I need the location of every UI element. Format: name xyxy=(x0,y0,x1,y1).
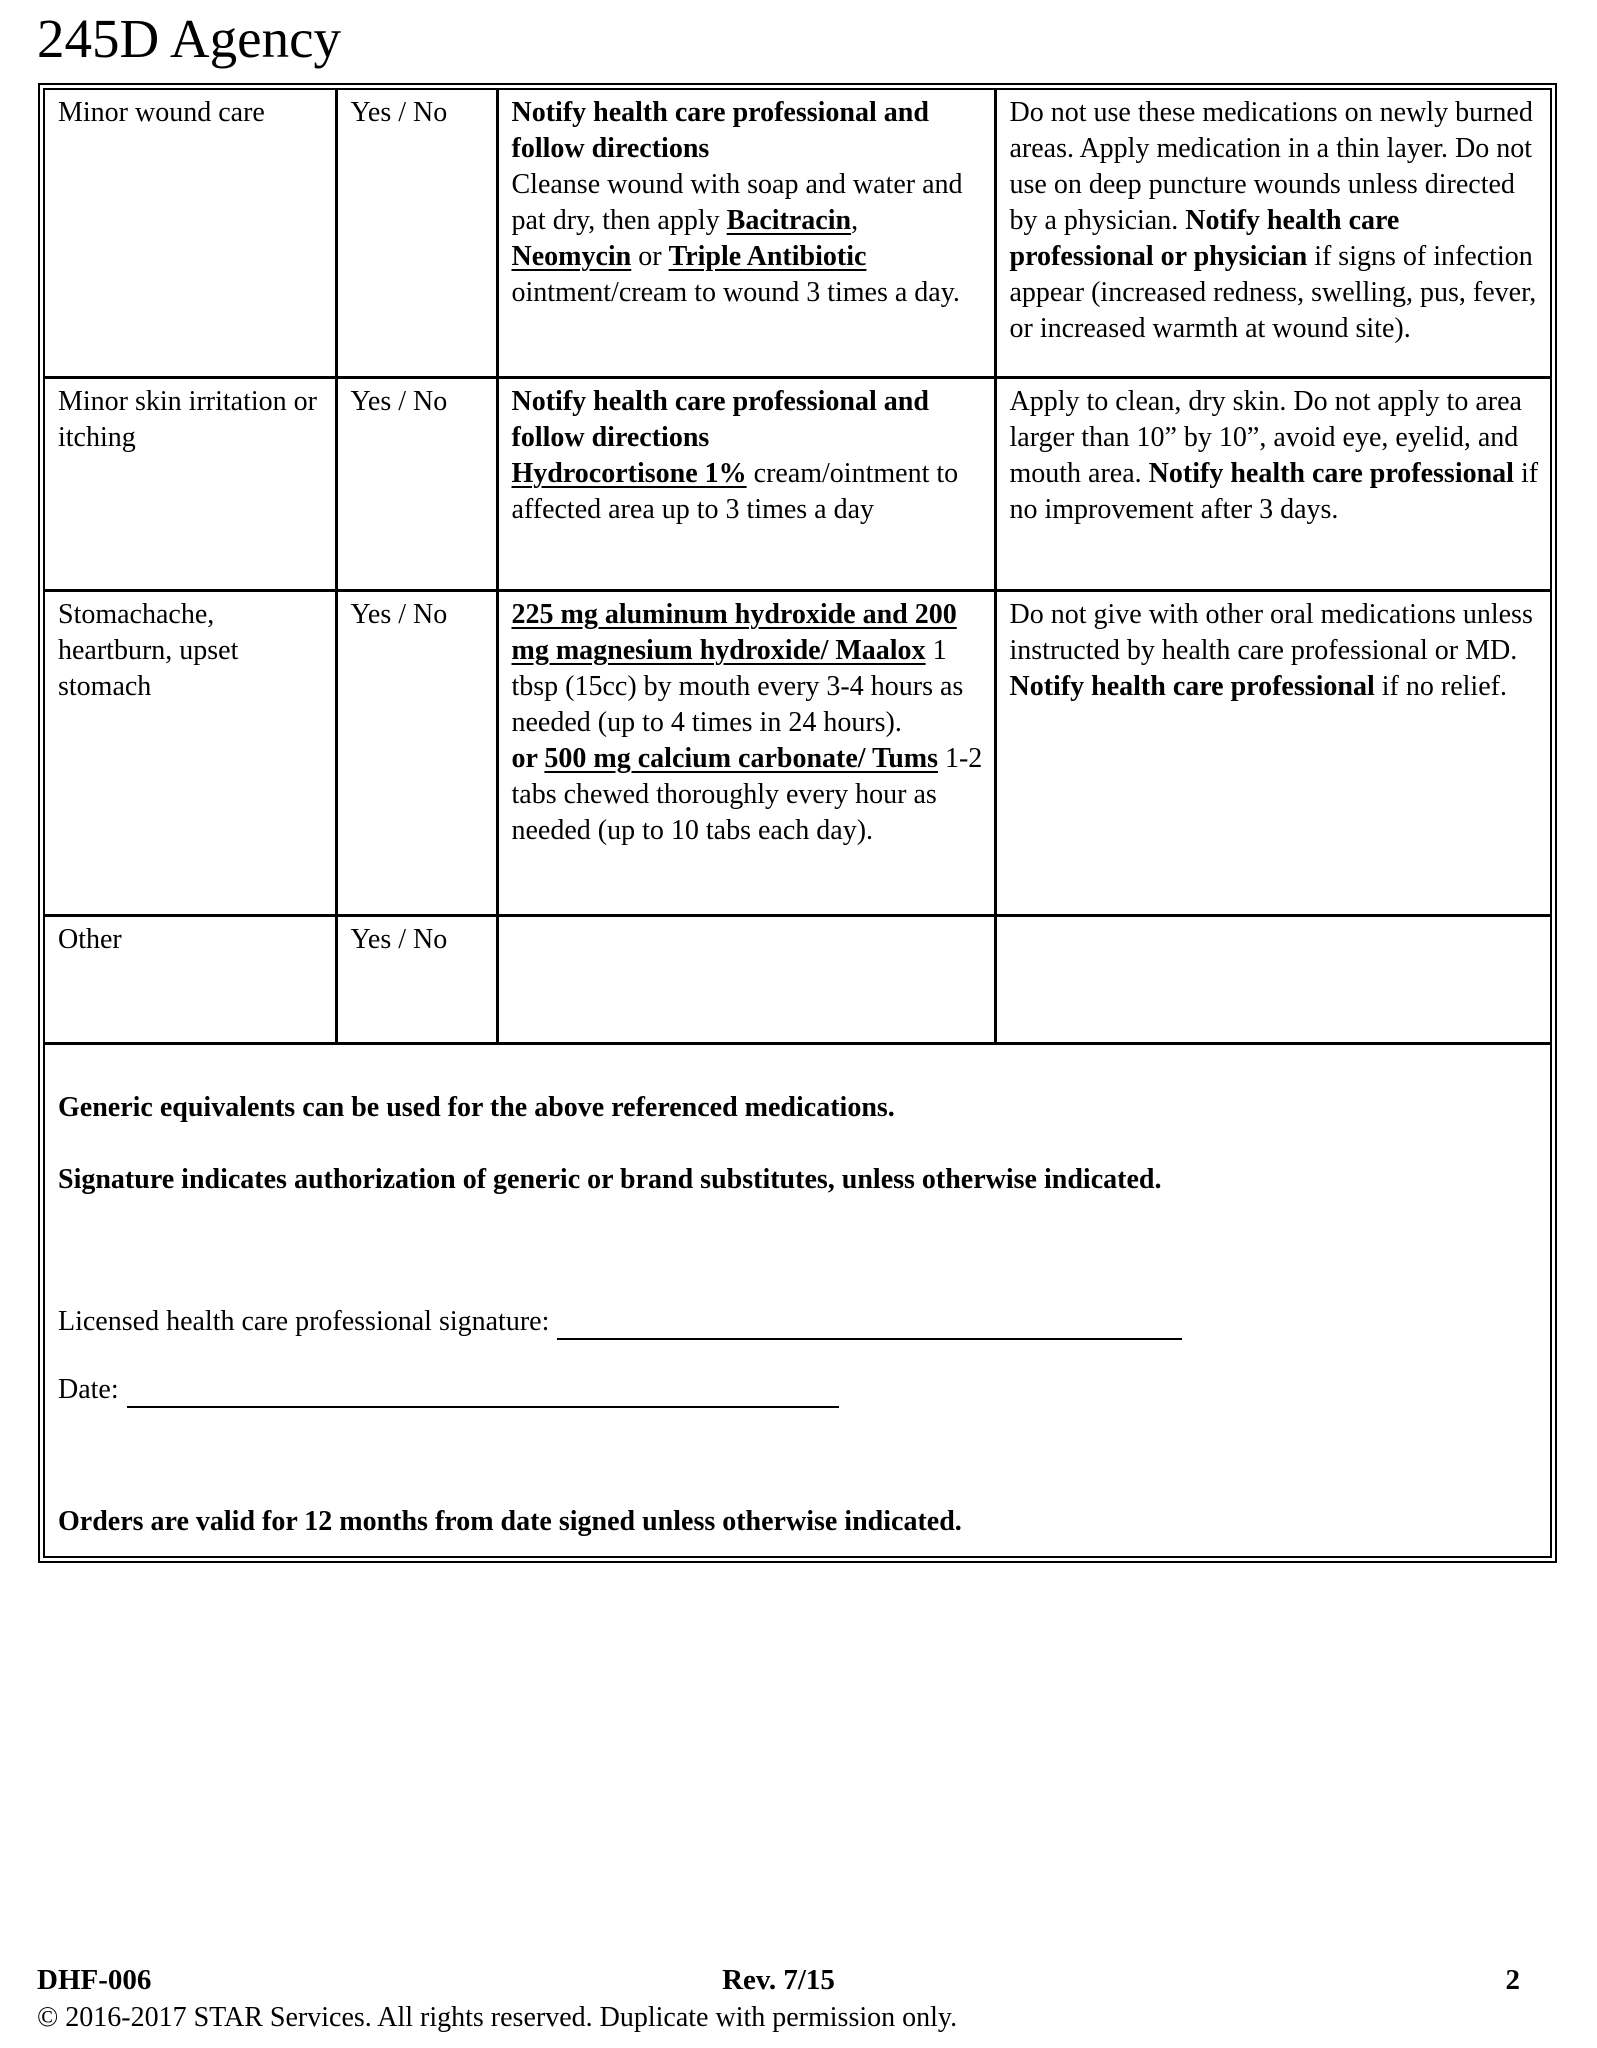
notes-cell: Do not use these medications on newly burned areas. Apply medication in a thin layer. Do not use on deep puncture wounds unless directed by a physician. Notify health care professional or physician if signs of infection appear (increased redness, swelling, pus, fever, or increased warmth at wound site). xyxy=(995,90,1550,377)
date-label: Date: xyxy=(58,1373,119,1405)
directions-cell: Notify health care professional and follow directions Hydrocortisone 1% cream/ointment to affected area up to 3 times a day xyxy=(497,377,995,590)
yes-no-choice[interactable]: Yes / No xyxy=(336,915,497,1043)
generic-equivalents-note: Generic equivalents can be used for the above referenced medications. xyxy=(58,1091,895,1123)
notes-cell-empty[interactable] xyxy=(995,915,1550,1043)
footer-page-number: 2 xyxy=(1505,1964,1520,1996)
medication-table xyxy=(38,83,1557,1563)
footer-copyright: © 2016-2017 STAR Services. All rights reserved. Duplicate with permission only. xyxy=(37,2002,958,2033)
condition-cell: Minor wound care xyxy=(45,90,336,377)
yes-no-choice[interactable]: Yes / No xyxy=(336,377,497,590)
table-row-other xyxy=(45,915,1550,1043)
condition-cell: Other xyxy=(45,915,336,1043)
date-line[interactable] xyxy=(127,1372,839,1408)
signature-line[interactable] xyxy=(557,1304,1182,1340)
signature-label: Licensed health care professional signature: xyxy=(58,1305,550,1337)
signature-row xyxy=(58,1304,1540,1340)
directions-cell: 225 mg aluminum hydroxide and 200 mg magnesium hydroxide/ Maalox 1 tbsp (15cc) by mouth every 3-4 hours as needed (up to 4 times in 24 hours). or 500 mg calcium carbonate/ Tums 1-2 tabs chewed thoroughly every hour as needed (up to 10 tabs each day). xyxy=(497,590,995,915)
condition-cell: Stomachache, heartburn, upset stomach xyxy=(45,590,336,915)
directions-cell: Notify health care professional and follow directions Cleanse wound with soap and water and pat dry, then apply Bacitracin, Neomycin or Triple Antibiotic ointment/cream to wound 3 times a day. xyxy=(497,90,995,377)
medication-table-grid xyxy=(45,90,1550,1556)
notes-cell: Apply to clean, dry skin. Do not apply to area larger than 10” by 10”, avoid eye, eyelid, and mouth area. Notify health care professional if no improvement after 3 days. xyxy=(995,377,1550,590)
directions-cell-empty[interactable] xyxy=(497,915,995,1043)
yes-no-choice[interactable]: Yes / No xyxy=(336,90,497,377)
table-row-minor-wound-care xyxy=(45,90,1550,377)
notes-cell: Do not give with other oral medications unless instructed by health care professional or MD. Notify health care professional if no relief. xyxy=(995,590,1550,915)
table-row-minor-skin-irritation xyxy=(45,377,1550,590)
footer-form-id: DHF-006 xyxy=(37,1964,152,1996)
orders-validity-note: Orders are valid for 12 months from date signed unless otherwise indicated. xyxy=(58,1505,962,1537)
authorization-cell xyxy=(45,1043,1550,1556)
yes-no-choice[interactable]: Yes / No xyxy=(336,590,497,915)
date-row xyxy=(58,1372,1540,1408)
condition-cell: Minor skin irritation or itching xyxy=(45,377,336,590)
table-row-stomachache xyxy=(45,590,1550,915)
authorization-section-row xyxy=(45,1043,1550,1556)
page-title: 245D Agency xyxy=(37,8,341,69)
signature-authorization-note: Signature indicates authorization of generic or brand substitutes, unless otherwise indicated. xyxy=(58,1163,1162,1195)
footer-revision: Rev. 7/15 xyxy=(722,1964,835,1996)
